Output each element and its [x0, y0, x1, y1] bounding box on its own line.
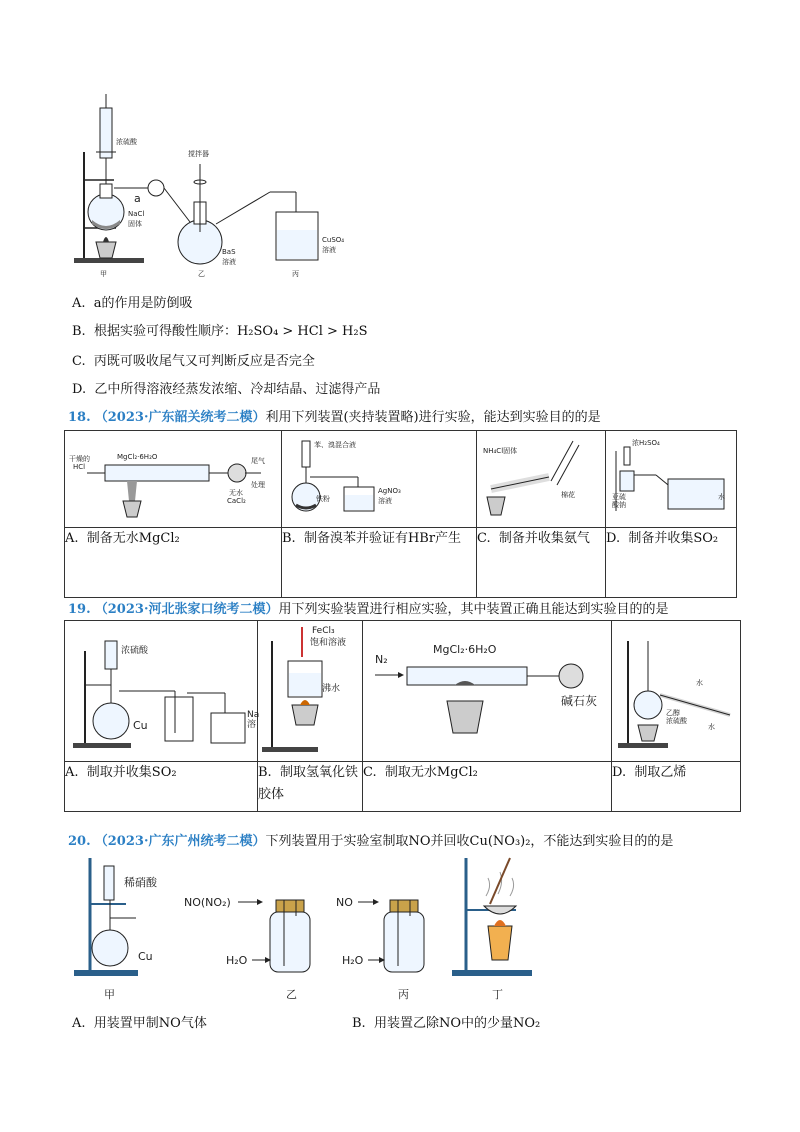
- q18-option-b[interactable]: B. 制备溴苯并验证有HBr产生: [282, 528, 477, 598]
- svg-text:浓H₂SO₄: 浓H₂SO₄: [632, 439, 660, 447]
- q18-figure-a: [65, 431, 282, 528]
- q20-option-a[interactable]: A. 用装置甲制NO气体: [72, 1016, 207, 1031]
- q17-option-d[interactable]: D. 乙中所得溶液经蒸发浓缩、冷却结晶、过滤得产品: [72, 382, 381, 397]
- svg-text:棉花: 棉花: [561, 491, 575, 499]
- svg-text:乙醇: 乙醇: [666, 709, 680, 717]
- label-acid: 浓硫酸: [116, 138, 137, 146]
- q18-figure-b: [282, 431, 477, 528]
- svg-text:干燥的: 干燥的: [69, 455, 90, 463]
- svg-text:HCl: HCl: [73, 463, 86, 471]
- label-cuso4-sol: 溶液: [322, 246, 336, 254]
- svg-text:CaCl₂: CaCl₂: [227, 497, 246, 505]
- q19-stem: 19. （2023·河北张家口统考二模）用下列实验装置进行相应实验，其中装置正确且能达到实验目的的是: [68, 602, 669, 617]
- q18-option-c[interactable]: C. 制备并收集氨气: [477, 528, 606, 598]
- svg-text:沸水: 沸水: [322, 684, 341, 694]
- svg-text:Na: Na: [247, 710, 260, 720]
- svg-text:H₂O: H₂O: [342, 954, 364, 967]
- q20-stem: 20. （2023·广东广州统考二模）下列装置用于实验室制取NO并回收Cu(NO₃)₂，不能达到实验目的的是: [68, 834, 674, 849]
- svg-text:尾气: 尾气: [251, 457, 265, 465]
- svg-text:酸钠: 酸钠: [612, 501, 626, 509]
- svg-text:碱石灰: 碱石灰: [561, 694, 598, 708]
- svg-text:Cu: Cu: [138, 950, 153, 963]
- q18-option-d[interactable]: D. 制备并收集SO₂: [606, 528, 737, 598]
- q18-option-a[interactable]: A. 制备无水MgCl₂: [65, 528, 282, 598]
- q19-figure-a: [65, 621, 258, 762]
- label-stirrer: 搅拌器: [188, 150, 209, 158]
- q19-figure-c: [363, 621, 612, 762]
- q17-option-a[interactable]: A. a的作用是防倒吸: [72, 296, 193, 311]
- svg-text:丙: 丙: [398, 988, 409, 1001]
- label-a: a: [134, 192, 141, 205]
- svg-text:甲: 甲: [104, 988, 115, 1001]
- svg-text:水: 水: [696, 679, 703, 687]
- svg-text:乙: 乙: [286, 988, 297, 1001]
- svg-text:铁粉: 铁粉: [316, 495, 330, 503]
- q17-apparatus-figure: [70, 92, 370, 280]
- svg-text:苯、溴混合液: 苯、溴混合液: [314, 441, 356, 449]
- q18-figure-c: [477, 431, 606, 528]
- svg-text:亚硫: 亚硫: [612, 493, 626, 501]
- q17-option-c[interactable]: C. 丙既可吸收尾气又可判断反应是否完全: [72, 354, 315, 369]
- q19-option-b[interactable]: B. 制取氢氧化铁胶体: [258, 762, 363, 812]
- q17-option-b[interactable]: B. 根据实验可得酸性顺序：H₂SO₄ > HCl > H₂S: [72, 324, 368, 339]
- svg-text:无水: 无水: [229, 489, 243, 497]
- svg-text:丁: 丁: [492, 988, 503, 1001]
- svg-text:处理: 处理: [251, 481, 265, 489]
- label-nacl: NaCl: [128, 210, 145, 218]
- svg-text:浓硫酸: 浓硫酸: [666, 717, 687, 725]
- svg-text:稀硝酸: 稀硝酸: [124, 876, 157, 889]
- q19-figure-b: [258, 621, 363, 762]
- svg-text:NH₄Cl固体: NH₄Cl固体: [483, 447, 518, 455]
- svg-text:NO(NO₂): NO(NO₂): [184, 896, 231, 909]
- label-bas: BaS: [222, 248, 236, 256]
- label-yi: 乙: [198, 270, 205, 278]
- q19-option-d[interactable]: D. 制取乙烯: [612, 762, 741, 812]
- svg-text:H₂O: H₂O: [226, 954, 248, 967]
- label-solid: 固体: [128, 220, 142, 228]
- label-cuso4: CuSO₄: [322, 236, 345, 244]
- svg-text:溶: 溶: [247, 720, 257, 730]
- q18-figure-d: [606, 431, 737, 528]
- svg-text:水: 水: [708, 723, 715, 731]
- svg-text:饱和溶液: 饱和溶液: [310, 638, 347, 648]
- svg-text:N₂: N₂: [375, 653, 388, 666]
- label-bing: 丙: [292, 270, 299, 278]
- q18-options-table: [64, 430, 737, 598]
- svg-text:MgCl₂·6H₂O: MgCl₂·6H₂O: [433, 643, 497, 656]
- q20-apparatus-figure: [66, 856, 546, 1004]
- svg-text:MgCl₂·6H₂O: MgCl₂·6H₂O: [117, 453, 158, 461]
- svg-text:FeCl₃: FeCl₃: [312, 626, 335, 636]
- svg-text:NO: NO: [336, 896, 353, 909]
- svg-text:水: 水: [718, 493, 725, 501]
- q19-figure-d: [612, 621, 741, 762]
- q18-stem: 18. （2023·广东韶关统考二模）利用下列装置(夹持装置略)进行实验，能达到实验目的的是: [68, 410, 601, 425]
- svg-text:溶液: 溶液: [378, 497, 392, 505]
- label-jia: 甲: [100, 270, 107, 278]
- svg-text:浓硫酸: 浓硫酸: [121, 646, 149, 656]
- svg-text:AgNO₃: AgNO₃: [378, 487, 401, 495]
- label-bas-sol: 溶液: [222, 258, 236, 266]
- q20-option-b[interactable]: B. 用装置乙除NO中的少量NO₂: [352, 1016, 541, 1031]
- q19-option-c[interactable]: C. 制取无水MgCl₂: [363, 762, 612, 812]
- q19-options-table: [64, 620, 741, 812]
- svg-text:Cu: Cu: [133, 719, 148, 732]
- q19-option-a[interactable]: A. 制取并收集SO₂: [65, 762, 258, 812]
